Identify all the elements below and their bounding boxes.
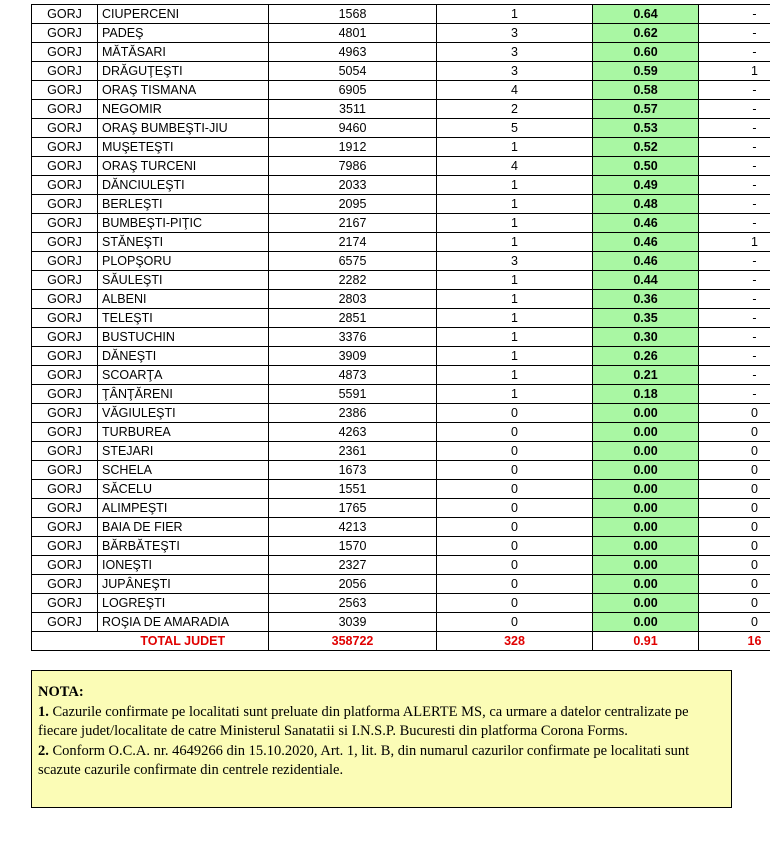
judet-cell: GORJ	[32, 233, 98, 252]
population-cell: 5591	[269, 385, 437, 404]
locality-cell: PADEŞ	[98, 24, 269, 43]
total-population: 358722	[269, 632, 437, 651]
cases-cell: 1	[437, 385, 593, 404]
rate-cell: 0.50	[593, 157, 699, 176]
rate-cell: 0.00	[593, 423, 699, 442]
extra-cell: -	[699, 43, 770, 62]
locality-cell: BUMBEŞTI-PIŢIC	[98, 214, 269, 233]
rate-cell: 0.36	[593, 290, 699, 309]
locality-cell: ALBENI	[98, 290, 269, 309]
locality-cell: SĂULEŞTI	[98, 271, 269, 290]
rate-cell: 0.57	[593, 100, 699, 119]
population-cell: 2056	[269, 575, 437, 594]
table-row	[32, 195, 770, 214]
extra-cell: -	[699, 271, 770, 290]
judet-cell: GORJ	[32, 518, 98, 537]
population-cell: 2361	[269, 442, 437, 461]
extra-cell: -	[699, 119, 770, 138]
total-judet-cell	[32, 632, 98, 651]
table-row	[32, 423, 770, 442]
extra-cell: -	[699, 347, 770, 366]
total-rate: 0.91	[593, 632, 699, 651]
cases-cell: 1	[437, 366, 593, 385]
population-cell: 4873	[269, 366, 437, 385]
cases-cell: 1	[437, 214, 593, 233]
rate-cell: 0.35	[593, 309, 699, 328]
population-cell: 4263	[269, 423, 437, 442]
table-row	[32, 366, 770, 385]
judet-cell: GORJ	[32, 594, 98, 613]
extra-cell: -	[699, 290, 770, 309]
locality-cell: JUPÂNEŞTI	[98, 575, 269, 594]
rate-cell: 0.52	[593, 138, 699, 157]
cases-cell: 1	[437, 176, 593, 195]
population-cell: 1570	[269, 537, 437, 556]
locality-cell: BAIA DE FIER	[98, 518, 269, 537]
locality-cell: PLOPŞORU	[98, 252, 269, 271]
note-item-2-number: 2.	[38, 742, 49, 759]
population-cell: 2563	[269, 594, 437, 613]
extra-cell: 0	[699, 575, 770, 594]
population-cell: 3511	[269, 100, 437, 119]
judet-cell: GORJ	[32, 385, 98, 404]
population-cell: 4801	[269, 24, 437, 43]
locality-cell: ORAŞ TISMANA	[98, 81, 269, 100]
population-cell: 2033	[269, 176, 437, 195]
population-cell: 4963	[269, 43, 437, 62]
extra-cell: 0	[699, 499, 770, 518]
locality-cell: TELEŞTI	[98, 309, 269, 328]
rate-cell: 0.00	[593, 404, 699, 423]
cases-cell: 1	[437, 309, 593, 328]
cases-cell: 0	[437, 556, 593, 575]
locality-cell: DRĂGUŢEŞTI	[98, 62, 269, 81]
extra-cell: 0	[699, 404, 770, 423]
extra-cell: 0	[699, 556, 770, 575]
judet-cell: GORJ	[32, 404, 98, 423]
population-cell: 2167	[269, 214, 437, 233]
table-row	[32, 347, 770, 366]
extra-cell: -	[699, 309, 770, 328]
rate-cell: 0.62	[593, 24, 699, 43]
table-row	[32, 537, 770, 556]
cases-cell: 1	[437, 290, 593, 309]
table-row	[32, 461, 770, 480]
table-row	[32, 556, 770, 575]
locality-cell: LOGREŞTI	[98, 594, 269, 613]
population-cell: 2095	[269, 195, 437, 214]
table-row	[32, 442, 770, 461]
judet-cell: GORJ	[32, 461, 98, 480]
note-item-2-text: Conform O.C.A. nr. 4649266 din 15.10.2020, Art. 1, lit. B, din numarul cazurilor confirmate pe localitati sunt scazute cazurile confirmate din centrele rezidentiale.	[38, 742, 690, 778]
judet-cell: GORJ	[32, 24, 98, 43]
table-row	[32, 480, 770, 499]
rate-cell: 0.00	[593, 480, 699, 499]
locality-cell: ALIMPEŞTI	[98, 499, 269, 518]
cases-cell: 0	[437, 404, 593, 423]
rate-cell: 0.18	[593, 385, 699, 404]
rate-cell: 0.00	[593, 594, 699, 613]
extra-cell: -	[699, 366, 770, 385]
judet-cell: GORJ	[32, 347, 98, 366]
table-row	[32, 385, 770, 404]
judet-cell: GORJ	[32, 176, 98, 195]
table-row	[32, 518, 770, 537]
rate-cell: 0.00	[593, 575, 699, 594]
table-row	[32, 233, 770, 252]
population-cell: 3909	[269, 347, 437, 366]
population-cell: 2174	[269, 233, 437, 252]
cases-cell: 1	[437, 347, 593, 366]
table-row	[32, 252, 770, 271]
cases-cell: 5	[437, 119, 593, 138]
judet-cell: GORJ	[32, 252, 98, 271]
cases-cell: 0	[437, 613, 593, 632]
table-row	[32, 214, 770, 233]
note-title: NOTA:	[38, 684, 84, 700]
table-row	[32, 24, 770, 43]
rate-cell: 0.26	[593, 347, 699, 366]
population-cell: 1673	[269, 461, 437, 480]
table-row	[32, 575, 770, 594]
cases-cell: 4	[437, 81, 593, 100]
locality-cell: ORAŞ TURCENI	[98, 157, 269, 176]
rate-cell: 0.00	[593, 442, 699, 461]
judet-cell: GORJ	[32, 366, 98, 385]
rate-cell: 0.59	[593, 62, 699, 81]
locality-cell: CIUPERCENI	[98, 5, 269, 24]
population-cell: 2327	[269, 556, 437, 575]
table-row	[32, 290, 770, 309]
locality-cell: MUŞETEŞTI	[98, 138, 269, 157]
table-row	[32, 328, 770, 347]
locality-cell: BERLEŞTI	[98, 195, 269, 214]
population-cell: 1912	[269, 138, 437, 157]
table-row	[32, 499, 770, 518]
population-cell: 4213	[269, 518, 437, 537]
locality-cell: SCHELA	[98, 461, 269, 480]
table-row	[32, 157, 770, 176]
judet-cell: GORJ	[32, 157, 98, 176]
locality-cell: VĂGIULEŞTI	[98, 404, 269, 423]
judet-cell: GORJ	[32, 271, 98, 290]
rate-cell: 0.53	[593, 119, 699, 138]
table-body	[32, 5, 770, 651]
locality-cell: SĂCELU	[98, 480, 269, 499]
cases-cell: 0	[437, 480, 593, 499]
rate-cell: 0.60	[593, 43, 699, 62]
table-row	[32, 81, 770, 100]
population-cell: 2386	[269, 404, 437, 423]
extra-cell: -	[699, 138, 770, 157]
population-cell: 6575	[269, 252, 437, 271]
total-cases: 328	[437, 632, 593, 651]
note-item-1	[38, 703, 725, 742]
extra-cell: -	[699, 195, 770, 214]
locality-cell: BĂRBĂTEŞTI	[98, 537, 269, 556]
extra-cell: -	[699, 252, 770, 271]
cases-cell: 3	[437, 252, 593, 271]
population-cell: 2282	[269, 271, 437, 290]
rate-cell: 0.46	[593, 252, 699, 271]
extra-cell: 0	[699, 613, 770, 632]
population-cell: 7986	[269, 157, 437, 176]
cases-cell: 1	[437, 195, 593, 214]
cases-cell: 3	[437, 24, 593, 43]
judet-cell: GORJ	[32, 43, 98, 62]
judet-cell: GORJ	[32, 328, 98, 347]
rate-cell: 0.48	[593, 195, 699, 214]
extra-cell: 0	[699, 480, 770, 499]
extra-cell: 0	[699, 537, 770, 556]
extra-cell: -	[699, 5, 770, 24]
rate-cell: 0.00	[593, 518, 699, 537]
judet-cell: GORJ	[32, 5, 98, 24]
judet-cell: GORJ	[32, 290, 98, 309]
cases-cell: 1	[437, 233, 593, 252]
table-row	[32, 594, 770, 613]
extra-cell: 0	[699, 594, 770, 613]
cases-cell: 1	[437, 328, 593, 347]
locality-cell: MĂTĂSARI	[98, 43, 269, 62]
table-row	[32, 176, 770, 195]
population-cell: 3376	[269, 328, 437, 347]
rate-cell: 0.30	[593, 328, 699, 347]
judet-cell: GORJ	[32, 62, 98, 81]
extra-cell: 0	[699, 442, 770, 461]
rate-cell: 0.58	[593, 81, 699, 100]
cases-cell: 3	[437, 43, 593, 62]
extra-cell: 1	[699, 233, 770, 252]
population-cell: 2803	[269, 290, 437, 309]
extra-cell: -	[699, 385, 770, 404]
extra-cell: -	[699, 214, 770, 233]
rate-cell: 0.49	[593, 176, 699, 195]
judet-cell: GORJ	[32, 119, 98, 138]
extra-cell: 1	[699, 62, 770, 81]
extra-cell: 0	[699, 423, 770, 442]
locality-cell: ORAŞ BUMBEŞTI-JIU	[98, 119, 269, 138]
cases-cell: 4	[437, 157, 593, 176]
extra-cell: -	[699, 24, 770, 43]
rate-cell: 0.00	[593, 556, 699, 575]
judet-cell: GORJ	[32, 499, 98, 518]
extra-cell: -	[699, 176, 770, 195]
rate-cell: 0.00	[593, 461, 699, 480]
judet-cell: GORJ	[32, 613, 98, 632]
rate-cell: 0.64	[593, 5, 699, 24]
cases-cell: 0	[437, 442, 593, 461]
cases-cell: 0	[437, 537, 593, 556]
population-cell: 1568	[269, 5, 437, 24]
population-cell: 1765	[269, 499, 437, 518]
judet-cell: GORJ	[32, 442, 98, 461]
cases-cell: 2	[437, 100, 593, 119]
table-row	[32, 613, 770, 632]
note-item-2	[38, 742, 725, 781]
extra-cell: -	[699, 100, 770, 119]
locality-cell: IONEŞTI	[98, 556, 269, 575]
cases-cell: 0	[437, 575, 593, 594]
population-cell: 3039	[269, 613, 437, 632]
extra-cell: -	[699, 328, 770, 347]
cases-cell: 3	[437, 62, 593, 81]
rate-cell: 0.46	[593, 233, 699, 252]
cases-cell: 0	[437, 499, 593, 518]
judet-cell: GORJ	[32, 195, 98, 214]
rate-cell: 0.00	[593, 537, 699, 556]
table-row	[32, 100, 770, 119]
note-item-1-text: Cazurile confirmate pe localitati sunt preluate din platforma ALERTE MS, ca urmare a datelor centralizate pe fiecare judet/localitate de catre Ministerul Sanatatii si I.N.S.P. Bucuresti din platforma Corona Forms.	[38, 703, 689, 739]
table-row	[32, 138, 770, 157]
judet-cell: GORJ	[32, 214, 98, 233]
rate-cell: 0.21	[593, 366, 699, 385]
cases-cell: 1	[437, 5, 593, 24]
cases-cell: 0	[437, 594, 593, 613]
judet-cell: GORJ	[32, 537, 98, 556]
population-cell: 6905	[269, 81, 437, 100]
table-row	[32, 119, 770, 138]
locality-cell: BUSTUCHIN	[98, 328, 269, 347]
extra-cell: -	[699, 81, 770, 100]
localities-table	[31, 4, 770, 651]
note-item-1-number: 1.	[38, 703, 49, 720]
population-cell: 2851	[269, 309, 437, 328]
locality-cell: TURBUREA	[98, 423, 269, 442]
locality-cell: STEJARI	[98, 442, 269, 461]
locality-cell: DĂNCIULEŞTI	[98, 176, 269, 195]
population-cell: 5054	[269, 62, 437, 81]
extra-cell: 0	[699, 461, 770, 480]
cases-cell: 1	[437, 271, 593, 290]
judet-cell: GORJ	[32, 100, 98, 119]
cases-cell: 0	[437, 423, 593, 442]
rate-cell: 0.46	[593, 214, 699, 233]
locality-cell: ŢÂNŢĂRENI	[98, 385, 269, 404]
cases-cell: 1	[437, 138, 593, 157]
locality-cell: ROŞIA DE AMARADIA	[98, 613, 269, 632]
judet-cell: GORJ	[32, 138, 98, 157]
judet-cell: GORJ	[32, 309, 98, 328]
table-row	[32, 43, 770, 62]
table-row	[32, 271, 770, 290]
locality-cell: NEGOMIR	[98, 100, 269, 119]
table-row	[32, 404, 770, 423]
total-label: TOTAL JUDET	[98, 632, 269, 651]
judet-cell: GORJ	[32, 423, 98, 442]
table-row	[32, 309, 770, 328]
locality-cell: STĂNEŞTI	[98, 233, 269, 252]
extra-cell: 0	[699, 518, 770, 537]
cases-cell: 0	[437, 461, 593, 480]
locality-cell: SCOARŢA	[98, 366, 269, 385]
extra-cell: -	[699, 157, 770, 176]
rate-cell: 0.00	[593, 499, 699, 518]
rate-cell: 0.00	[593, 613, 699, 632]
judet-cell: GORJ	[32, 556, 98, 575]
total-extra: 16	[699, 632, 770, 651]
population-cell: 1551	[269, 480, 437, 499]
total-row	[32, 632, 770, 651]
locality-cell: DĂNEŞTI	[98, 347, 269, 366]
rate-cell: 0.44	[593, 271, 699, 290]
table-row	[32, 5, 770, 24]
table-row	[32, 62, 770, 81]
judet-cell: GORJ	[32, 480, 98, 499]
note-box	[31, 670, 732, 808]
cases-cell: 0	[437, 518, 593, 537]
judet-cell: GORJ	[32, 575, 98, 594]
population-cell: 9460	[269, 119, 437, 138]
judet-cell: GORJ	[32, 81, 98, 100]
